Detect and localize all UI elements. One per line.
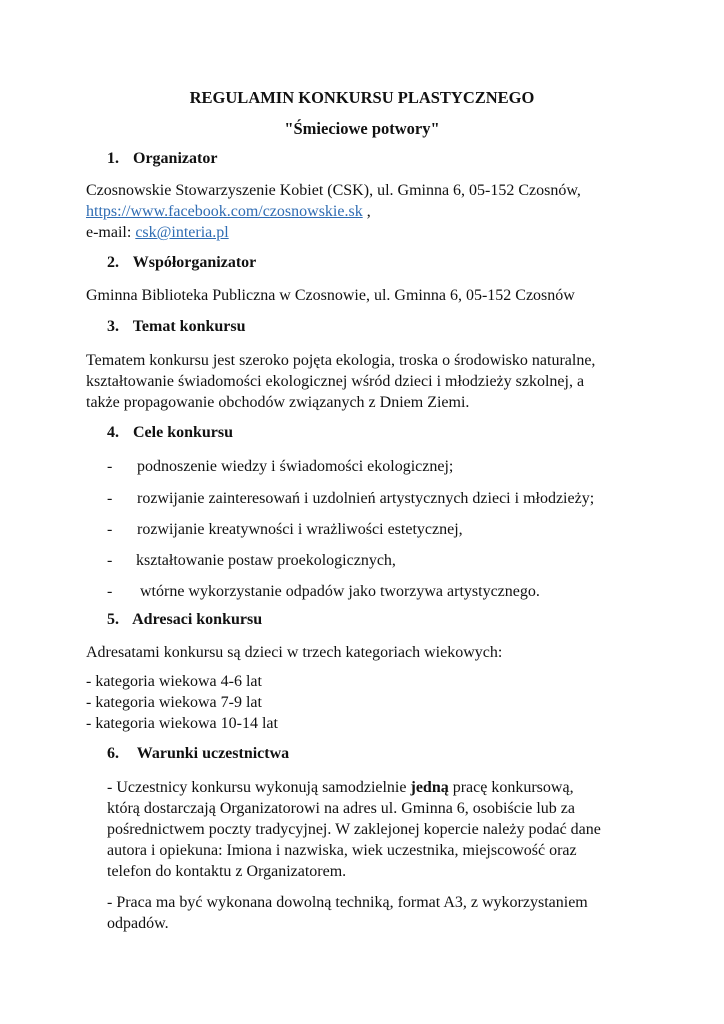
section-title: Współorganizator bbox=[132, 254, 257, 271]
section-number: 2. bbox=[107, 254, 119, 271]
link-suffix: , bbox=[362, 203, 371, 220]
section-title: Organizator bbox=[133, 150, 218, 167]
bullet-dash: - bbox=[107, 552, 113, 569]
section-heading-adresaci bbox=[107, 611, 262, 629]
section-heading-warunki bbox=[107, 745, 289, 763]
section-title: Cele konkursu bbox=[133, 424, 234, 441]
section-title: Warunki uczestnictwa bbox=[136, 745, 290, 762]
facebook-link[interactable]: https://www.facebook.com/czosnowskie.sk bbox=[86, 203, 363, 220]
document-subtitle: "Śmieciowe potwory" bbox=[284, 119, 440, 138]
theme-line: Tematem konkursu jest szeroko pojęta ekologia, troska o środowisko naturalne, bbox=[86, 352, 596, 369]
goal-item: - kształtowanie postaw proekologicznych, bbox=[107, 552, 396, 569]
theme-line: kształtowanie świadomości ekologicznej wśród dzieci i młodzieży szkolnej, a bbox=[86, 373, 585, 390]
conditions-paragraph-line: - Uczestnicy konkursu wykonują samodzielnie jedną pracę konkursową, bbox=[107, 779, 574, 796]
organizer-address: Czosnowskie Stowarzyszenie Kobiet (CSK), ul. Gminna 6, 05-152 Czosnów, bbox=[86, 182, 581, 199]
bullet-dash: - bbox=[107, 490, 113, 507]
conditions-paragraph-line: którą dostarczają Organizatorowi na adres ul. Gminna 6, osobiście lub za bbox=[107, 800, 575, 817]
section-number: 5. bbox=[107, 611, 119, 628]
section-heading-wspolorganizator bbox=[107, 254, 256, 272]
document-title: REGULAMIN KONKURSU PLASTYCZNEGO bbox=[189, 88, 535, 107]
emphasis-bold: jedną bbox=[410, 779, 449, 796]
age-category: - kategoria wiekowa 7-9 lat bbox=[86, 694, 262, 711]
email-link[interactable]: csk@interia.pl bbox=[135, 224, 229, 241]
bullet-dash: - bbox=[107, 521, 113, 538]
recipients-intro: Adresatami konkursu są dzieci w trzech kategoriach wiekowych: bbox=[86, 644, 503, 661]
goal-item: - rozwijanie kreatywności i wrażliwości estetycznej, bbox=[107, 521, 463, 538]
coorganizer-address: Gminna Biblioteka Publiczna w Czosnowie, ul. Gminna 6, 05-152 Czosnów bbox=[86, 287, 575, 304]
theme-line: także propagowanie obchodów związanych z Dniem Ziemi. bbox=[86, 394, 470, 411]
section-number: 4. bbox=[107, 424, 119, 441]
bullet-dash: - bbox=[107, 583, 113, 600]
email-label: e-mail: bbox=[86, 224, 136, 241]
section-heading-temat bbox=[107, 318, 246, 336]
section-number: 3. bbox=[107, 318, 119, 335]
organizer-facebook-line bbox=[86, 201, 371, 222]
conditions-paragraph-line: - Praca ma być wykonana dowolną techniką, format A3, z wykorzystaniem bbox=[107, 894, 588, 911]
bullet-dash: - bbox=[107, 458, 113, 475]
goal-item: - rozwijanie zainteresowań i uzdolnień artystycznych dzieci i młodzieży; bbox=[107, 490, 595, 507]
goal-item: - wtórne wykorzystanie odpadów jako tworzywa artystycznego. bbox=[107, 583, 540, 600]
section-heading-organizator bbox=[107, 150, 217, 168]
conditions-paragraph-line: odpadów. bbox=[107, 915, 169, 932]
age-category: - kategoria wiekowa 10-14 lat bbox=[86, 715, 278, 732]
age-category: - kategoria wiekowa 4-6 lat bbox=[86, 673, 262, 690]
conditions-paragraph-line: telefon do kontaktu z Organizatorem. bbox=[107, 863, 347, 880]
section-title: Temat konkursu bbox=[132, 318, 246, 335]
organizer-email-line bbox=[86, 222, 229, 243]
conditions-paragraph-line: pośrednictwem poczty tradycyjnej. W zaklejonej kopercie należy podać dane bbox=[107, 821, 601, 838]
section-heading-cele bbox=[107, 424, 233, 442]
conditions-paragraph-line: autora i opiekuna: Imiona i nazwiska, wiek uczestnika, miejscowość oraz bbox=[107, 842, 577, 859]
section-number: 6. bbox=[107, 745, 119, 762]
section-number: 1. bbox=[107, 150, 119, 167]
section-title: Adresaci konkursu bbox=[132, 611, 263, 628]
goal-item: - podnoszenie wiedzy i świadomości ekologicznej; bbox=[107, 458, 454, 475]
